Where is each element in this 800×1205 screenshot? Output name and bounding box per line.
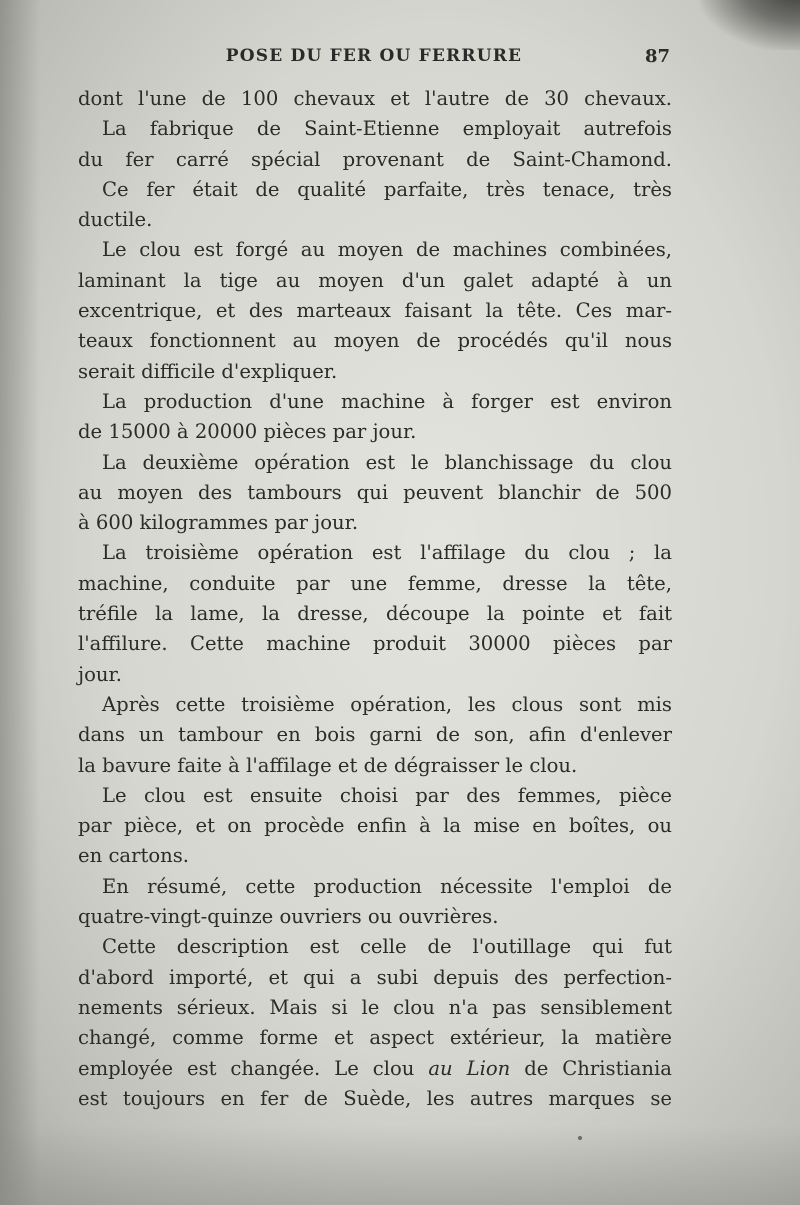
- page-header: [78, 46, 670, 72]
- binding-shadow: [0, 0, 40, 1205]
- text-line: quatre-vingt-quinze ouvriers ou ouvrières.: [78, 905, 499, 929]
- paper-speck: [578, 1136, 582, 1140]
- text-line: par pièce, et on procède enfin à la mise en boîtes, ou: [78, 814, 672, 838]
- text-line: teaux fonctionnent au moyen de procédés qu'il nous: [78, 329, 672, 353]
- text-line: jour.: [78, 662, 122, 686]
- text-line: de 15000 à 20000 pièces par jour.: [78, 420, 417, 444]
- text-line: en cartons.: [78, 844, 190, 868]
- text-line: Le clou est ensuite choisi par des femmes, pièce: [102, 783, 672, 807]
- text-line-with-italic: [78, 1054, 672, 1084]
- text-line: est toujours en fer de Suède, les autres marques se: [78, 1086, 672, 1110]
- text-line: tréfile la lame, la dresse, découpe la pointe et fait: [78, 602, 672, 626]
- body-text: [78, 84, 672, 1114]
- text-line: La production d'une machine à forger est environ: [102, 389, 672, 413]
- text-line: dont l'une de 100 chevaux et l'autre de 30 chevaux.: [78, 87, 672, 110]
- bottom-shadow: [0, 1125, 800, 1205]
- text-line: au moyen des tambours qui peuvent blanchir de 500: [78, 480, 672, 504]
- text-line: nements sérieux. Mais si le clou n'a pas sensiblement: [78, 995, 672, 1019]
- text-line: d'abord importé, et qui a subi depuis des perfection-: [78, 965, 672, 989]
- text-line: ductile.: [78, 208, 153, 232]
- text-line: La deuxième opération est le blanchissage du clou: [102, 450, 672, 474]
- text-line: Le clou est forgé au moyen de machines combinées,: [102, 238, 672, 262]
- page-number: 87: [644, 46, 670, 67]
- text-line: à 600 kilogrammes par jour.: [78, 511, 359, 535]
- running-title: POSE DU FER OU FERRURE: [225, 46, 523, 66]
- text-line: la bavure faite à l'affilage et de dégraisser le clou.: [78, 753, 578, 777]
- text-line: du fer carré spécial provenant de Saint-Chamond.: [78, 147, 672, 171]
- text-line: changé, comme forme et aspect extérieur, la matière: [78, 1026, 672, 1050]
- text-line: La troisième opération est l'affilage du clou ; la: [102, 541, 672, 565]
- text-line: Cette description est celle de l'outillage qui fut: [102, 935, 672, 959]
- text-line: Après cette troisième opération, les clous sont mis: [102, 692, 672, 716]
- text-line: La fabrique de Saint-Etienne employait autrefois: [102, 117, 672, 141]
- corner-shadow: [700, 0, 800, 50]
- text-segment: employée est changée. Le clou: [78, 1056, 429, 1080]
- text-line: l'affilure. Cette machine produit 30000 pièces par: [78, 632, 672, 656]
- italic-phrase: au Lion: [428, 1056, 511, 1080]
- text-line: laminant la tige au moyen d'un galet adapté à un: [78, 268, 672, 292]
- text-line: machine, conduite par une femme, dresse la tête,: [78, 571, 672, 595]
- text-segment: de Christiania: [510, 1056, 672, 1080]
- text-line: serait difficile d'expliquer.: [78, 359, 338, 383]
- text-line: En résumé, cette production nécessite l'emploi de: [102, 874, 672, 898]
- text-line: excentrique, et des marteaux faisant la tête. Ces mar-: [78, 299, 672, 323]
- text-line: Ce fer était de qualité parfaite, très tenace, très: [102, 177, 672, 201]
- text-line: dans un tambour en bois garni de son, afin d'enlever: [78, 723, 672, 747]
